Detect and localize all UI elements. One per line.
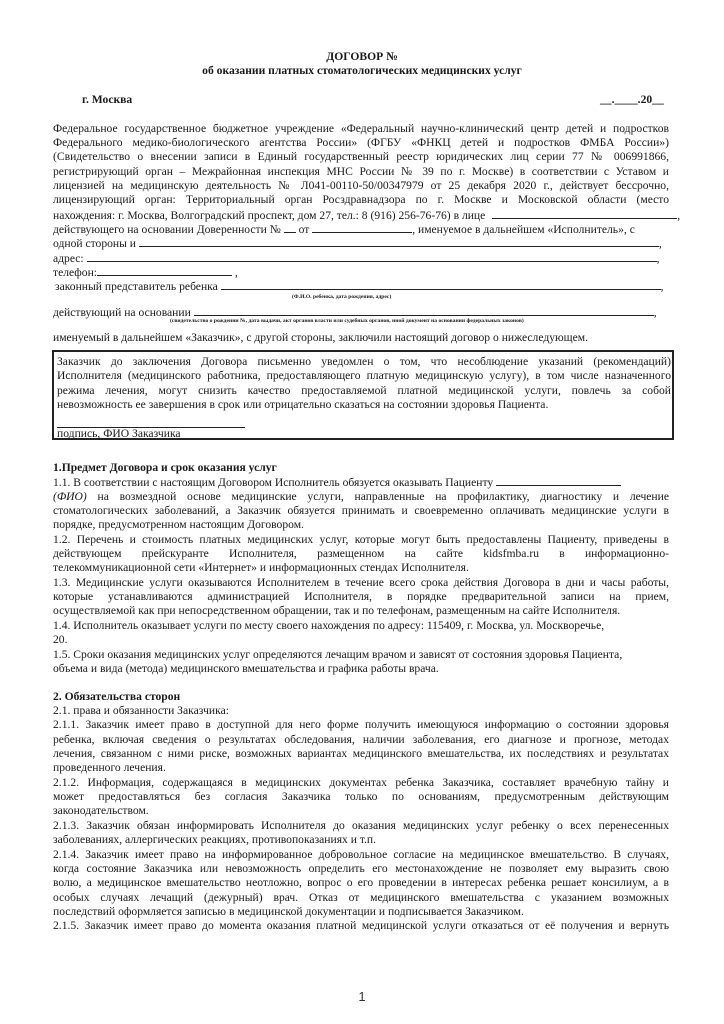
customer-name-field[interactable]: [139, 236, 659, 247]
customer-intro-label: одной стороны и: [53, 237, 137, 250]
notice-line: режима лечения, могут снизить качество предоставляемой платной медицинской услуги, повлечь за собой: [57, 384, 671, 397]
clause-line: законодательством.: [53, 804, 149, 818]
clause-line: волю, а медицинское вмешательство неотложно, вопрос о его проведении в интересах ребенка решает консилиум, а в: [53, 876, 669, 890]
legal-representative-field[interactable]: [221, 279, 661, 290]
section-1-heading: 1.Предмет Договора и срок оказания услуг: [53, 461, 277, 474]
clause-line: объема и вида (метода) медицинского вмешательства и графика работы врача.: [53, 662, 439, 675]
document-title: ДОГОВОР №: [326, 50, 398, 63]
notice-line: Исполнителя (медицинского работника, предоставляющего платную медицинскую услугу), в том числе назначенного: [57, 369, 671, 382]
legal-representative-label: законный представитель ребенка: [55, 280, 218, 293]
phone-field[interactable]: [97, 265, 232, 276]
clause-line: проведенного лечения.: [53, 761, 166, 775]
clause-1-3: 1.3. Медицинские услуги оказываются Исполнителем в течение всего срока действия Договора в дни и часы работы,: [53, 576, 669, 589]
clause-line: стоматологических заболеваний, а Заказчик обязуется принимать и своевременно оплачивать медицинские услуги в: [53, 504, 669, 517]
clause-text: на возмездной основе медицинские услуги, направленные на профилактику, диагностику и лечение: [86, 490, 669, 503]
clause-line: когда состояние Заказчика или невозможность определить его местонахождение не позволяет ему выразить свою: [53, 861, 669, 875]
clause-line: особых случаях лечащий (дежурный) врач. Отказ от медицинского вмешательства с указанием возможных: [53, 890, 669, 904]
clause-line: 2.1.1. Заказчик имеет право в доступной для него форме получить имеющуюся информацию о состоянии здоровья: [53, 718, 669, 732]
clause-line: 2.1.4. Заказчик имеет право на информированное добровольное согласие на медицинское вмешательство. В случаях,: [53, 847, 669, 861]
preamble-line: лицензирующий орган: Территориальный орган Росздравнадзора по г. Москве и Московской области (место: [53, 193, 669, 206]
preamble-line: Федерального медико-биологического агентства России» (ФГБУ «ФНКЦ детей и подростков ФМБА России»): [53, 136, 669, 149]
clause-line: телекоммуникационной сети «Интернет» и информационных стендах Исполнителя.: [53, 561, 469, 574]
preamble-line: лицензией на медицинскую деятельность № Л041-00110-50/00347979 от 25 декабря 2020 г., действует бессрочно,: [53, 179, 669, 192]
executor-address-text: нахождения: г. Москва, Волгоградский проспект, дом 27, тел.: 8 (916) 256-76-76) в лице: [53, 209, 486, 222]
clause-line: осуществляемой как при непосредственном обращении, так и по телефонам, размещенным на сайте Исполнителя.: [53, 604, 621, 617]
clause-line: заболеваниях, аллергических реакциях, противопоказаниях и т.п.: [53, 833, 377, 847]
clause-1-5: 1.5. Сроки оказания медицинских услуг определяются лечащим врачом и зависят от состояния здоровья Пациента,: [53, 648, 623, 661]
city-label: г. Москва: [82, 93, 133, 106]
clause-line: может предоставляться без согласия Заказчика только по основаниям, предусмотренным действующим: [53, 790, 669, 804]
preamble-line: одной стороны и ,: [53, 237, 662, 250]
preamble-line: (Свидетельство о внесении записи в Единый государственный реестр юридических лиц серии 77 № 006991866,: [53, 150, 669, 163]
clause-line: лечения, связанном с ними риске, возможных вариантах медицинского вмешательства, их последствиях и результатах: [53, 747, 669, 761]
power-of-attorney-date-field[interactable]: [312, 222, 412, 233]
power-of-attorney-label: действующего на основании Доверенности №: [53, 223, 281, 236]
contract-date-field[interactable]: __.____.20__: [600, 93, 664, 106]
executor-designation-text: , именуемое в дальнейшем «Исполнитель», с: [412, 223, 635, 236]
address-field[interactable]: [87, 251, 657, 262]
notice-line: невозможность ее завершения в срок или отрицательно сказаться на состоянии здоровья Пациента.: [57, 398, 549, 411]
clause-line: действующем прейскуранте Исполнителя, размещенном на сайте kidsfmba.ru в информационно-: [53, 547, 669, 560]
clause-line: последствий оформляется записью в медицинской документации и подписывается Заказчиком.: [53, 904, 524, 918]
clause-line: которые устанавливаются администрацией Исполнителя, в порядке предварительной записи на прием,: [53, 590, 669, 603]
fio-label: (ФИО): [53, 490, 87, 503]
clause-line: 20.: [53, 633, 68, 646]
patient-name-field[interactable]: [496, 475, 621, 486]
preamble-line: телефон: ,: [53, 266, 238, 279]
preamble-line: регистрирующий орган – Межрайонная инспекция МНС России № 39 по г. Москве) в соответствии с Уставом и: [53, 165, 669, 178]
basis-hint: (свидетельство о рождении №, дата выдачи, акт органов власти или судебных органов, иной документ на основании федеральных законов): [170, 318, 524, 324]
clause-1-1: [53, 475, 669, 490]
representative-name-field[interactable]: [492, 208, 677, 219]
clause-line: 2.1.2. Информация, содержащаяся в медицинских документах ребенка Заказчика, составляет врачебную тайну и: [53, 775, 669, 789]
clause-line: ребенка, включая сведения о результатах обследования, наличии заболевания, его диагнозе и прогнозе, методах: [53, 732, 669, 746]
document-subtitle: об оказании платных стоматологических медицинских услуг: [202, 64, 522, 77]
clause-1-4: 1.4. Исполнитель оказывает услуги по месту своего нахождения по адресу: 115409, г. Москва, ул. Москворечье,: [53, 619, 605, 632]
from-label: от: [298, 223, 310, 236]
preamble-closing: именуемый в дальнейшем «Заказчик», с другой стороны, заключили настоящий договор о нижеследующем.: [53, 331, 588, 344]
clause-line: [53, 490, 669, 504]
clause-1-2: 1.2. Перечень и стоимость платных медицинских услуг, которые могут быть предоставлены Пациенту, приведены в: [53, 533, 669, 546]
power-of-attorney-number-field[interactable]: [284, 222, 296, 233]
signature-label: подпись, ФИО Заказчика: [57, 427, 181, 440]
basis-label: действующий на основании: [53, 306, 191, 319]
preamble-line: нахождения: г. Москва, Волгоградский проспект, дом 27, тел.: 8 (916) 256-76-76) в лице ,: [53, 209, 681, 222]
clause-line: 2.1.5. Заказчик имеет право до момента оказания платной медицинской услуги отказаться от её получения и вернуть: [53, 919, 669, 933]
notice-line: Заказчик до заключения Договора письменно уведомлен о том, что несоблюдение указаний (рекомендаций): [57, 355, 671, 368]
basis-field[interactable]: [194, 305, 654, 316]
legal-representative-hint: (Ф.И.О. ребенка, дата рождения, адрес): [292, 294, 392, 300]
phone-label: телефон:: [53, 266, 98, 279]
preamble-line: действующий на основании ,: [53, 306, 657, 319]
page-number: 1: [358, 989, 366, 1004]
preamble-line: законный представитель ребенка ,: [55, 280, 664, 293]
preamble-line: [53, 222, 669, 237]
preamble-line: Федеральное государственное бюджетное учреждение «Федеральный научно-клинический центр детей и подростков: [53, 122, 669, 135]
address-label: адрес:: [53, 252, 84, 265]
preamble-line: адрес: ,: [53, 252, 660, 265]
section-2-heading: 2. Обязательства сторон: [53, 690, 181, 703]
clause-line: порядке, предусмотренном настоящим Договором.: [53, 518, 304, 531]
clause-line: 2.1.3. Заказчик обязан информировать Исполнителя до оказания медицинских услуг ребенку о всех перенесенных: [53, 818, 669, 832]
clause-text: 1.1. В соответствии с настоящим Договором Исполнитель обязуется оказывать Пациенту: [53, 476, 494, 489]
clause-line: 2.1. права и обязанности Заказчика:: [53, 704, 229, 717]
